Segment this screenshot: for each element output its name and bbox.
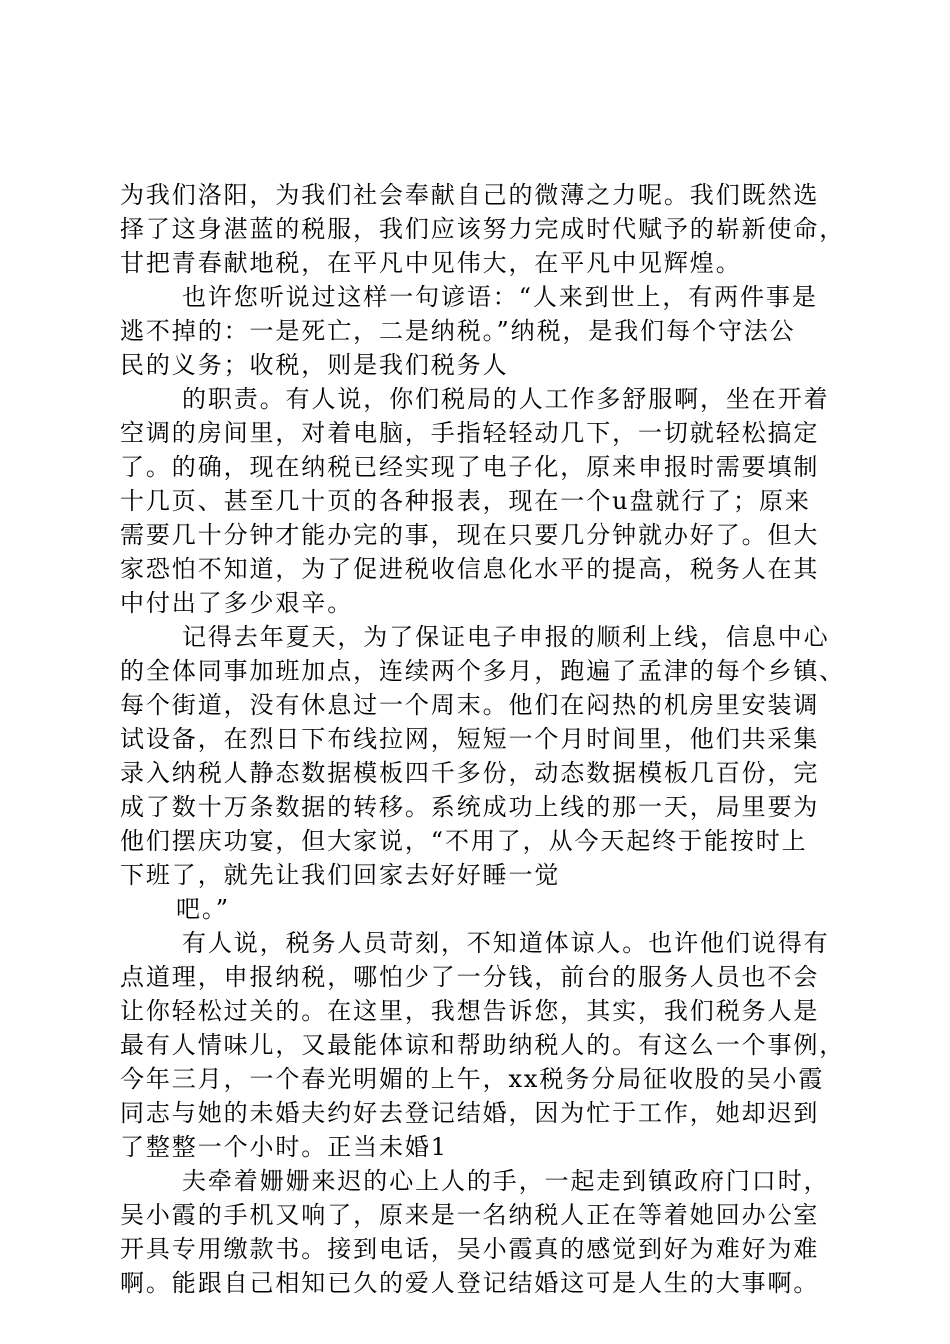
body-text-line: 的全体同事加班加点，连续两个多月，跑遍了孟津的每个乡镇、 [120,657,846,685]
body-text-line: 啊。能跟自己相知已久的爱人登记结婚这可是人生的大事啊。 [120,1269,820,1297]
body-text-line: 每个街道，没有休息过一个周末。他们在闷热的机房里安装调 [120,691,820,719]
body-text-line: 点道理，申报纳税，哪怕少了一分钱，前台的服务人员也不会 [120,963,820,991]
body-text-line: 最有人情味儿，又最能体谅和帮助纳税人的。有这么一个事例， [120,1031,846,1059]
body-text-line: 了整整一个小时。正当未婚1 [120,1133,448,1161]
body-text-line: 为我们洛阳，为我们社会奉献自己的微薄之力呢。我们既然选 [120,181,820,209]
paragraph-first-line: 吧。” [176,895,230,923]
body-text-line: 甘把青春献地税，在平凡中见伟大，在平凡中见辉煌。 [120,249,742,277]
body-text-line: 民的义务；收税，则是我们税务人 [120,351,509,379]
body-text-line: 录入纳税人静态数据模板四千多份，动态数据模板几百份，完 [120,759,820,787]
body-text-line: 逃不掉的：一是死亡，二是纳税。”纳税，是我们每个守法公 [120,317,796,345]
paragraph-first-line: 也许您听说过这样一句谚语：“人来到世上，有两件事是 [182,283,818,311]
body-text-line: 中付出了多少艰辛。 [120,589,354,617]
body-text-line: 空调的房间里，对着电脑，手指轻轻动几下，一切就轻松搞定 [120,419,820,447]
paragraph-first-line: 夫牵着姗姗来迟的心上人的手，一起走到镇政府门口时， [182,1167,830,1195]
body-text-line: 下班了，就先让我们回家去好好睡一觉 [120,861,561,889]
paragraph-first-line: 记得去年夏天，为了保证电子申报的顺利上线，信息中心 [182,623,830,651]
body-text-line: 让你轻松过关的。在这里，我想告诉您，其实，我们税务人是 [120,997,820,1025]
body-text-line: 同志与她的未婚夫约好去登记结婚，因为忙于工作，她却迟到 [120,1099,820,1127]
body-text-line: 十几页、甚至几十页的各种报表，现在一个u盘就行了；原来 [120,487,811,515]
body-text-line: 吴小霞的手机又响了，原来是一名纳税人正在等着她回办公室 [120,1201,820,1229]
body-text-line: 成了数十万条数据的转移。系统成功上线的那一天，局里要为 [120,793,820,821]
body-text-line: 他们摆庆功宴，但大家说，“不用了，从今天起终于能按时上 [120,827,808,855]
body-text-line: 家恐怕不知道，为了促进税收信息化水平的提高，税务人在其 [120,555,820,583]
body-text-line: 开具专用缴款书。接到电话，吴小霞真的感觉到好为难好为难 [120,1235,820,1263]
body-text-line: 需要几十分钟才能办完的事，现在只要几分钟就办好了。但大 [120,521,820,549]
body-text-line: 了。的确，现在纳税已经实现了电子化，原来申报时需要填制 [120,453,820,481]
paragraph-first-line: 有人说，税务人员苛刻，不知道体谅人。也许他们说得有 [182,929,830,957]
body-text-line: 今年三月，一个春光明媚的上午，xx税务分局征收股的吴小霞 [120,1065,825,1093]
body-text-line: 试设备，在烈日下布线拉网，短短一个月时间里，他们共采集 [120,725,820,753]
body-text-line: 择了这身湛蓝的税服，我们应该努力完成时代赋予的崭新使命， [120,215,846,243]
paragraph-first-line: 的职责。有人说，你们税局的人工作多舒服啊，坐在开着 [182,385,830,413]
